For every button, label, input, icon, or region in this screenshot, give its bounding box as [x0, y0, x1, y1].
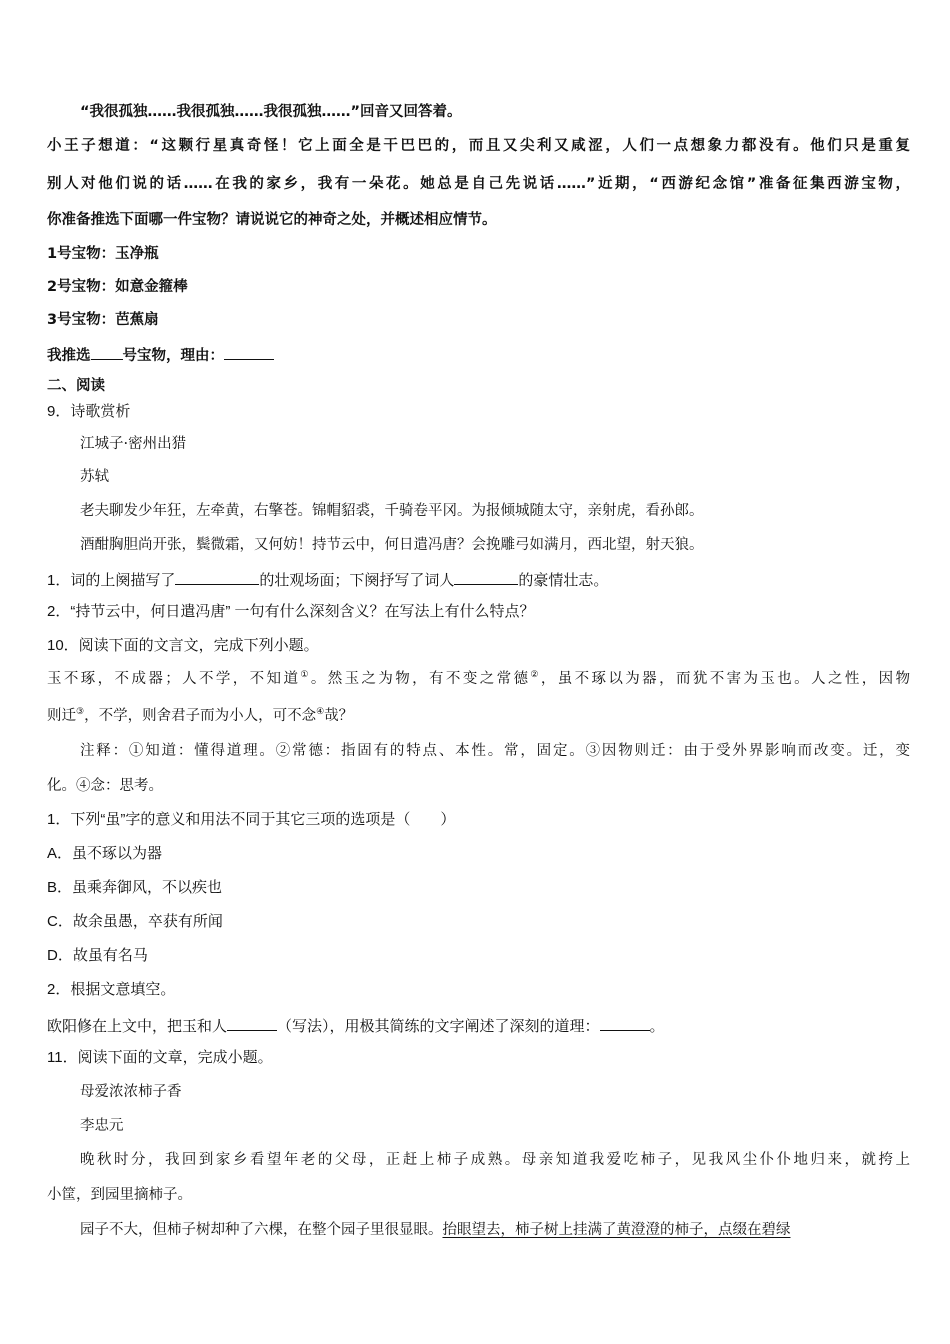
q9-sub1-blank-1[interactable] — [175, 568, 259, 585]
poem-title: 江城子·密州出猎 — [80, 436, 187, 452]
notes-line-1: 注释：①知道：懂得道理。②常德：指固有的特点、本性。常，固定。③因物则迁：由于受外界影响而改变。迁，变 — [80, 743, 910, 759]
poet-name: 苏轼 — [80, 469, 109, 485]
q9-sub1-blank-2[interactable] — [454, 568, 518, 585]
q10-sub2: 2．根据文意填空。 — [47, 981, 176, 998]
q10-fill-line — [47, 1014, 910, 1037]
fill-part-c: 。 — [649, 1018, 665, 1035]
option-b: B．虽乘奔御风，不以疾也 — [47, 879, 223, 896]
recommend-prefix: 我推选 — [47, 348, 91, 364]
classical-text-2b: ，不学，则舍君子而为小人，可不念 — [84, 708, 317, 724]
fill-part-a: 欧阳修在上文中，把玉和人 — [47, 1018, 228, 1035]
q9-sub1-part-c: 的豪情壮志。 — [518, 572, 609, 589]
recommend-middle: 号宝物，理由： — [122, 348, 224, 364]
section-heading: 二、阅读 — [47, 378, 105, 394]
q10-title: 10．阅读下面的文言文，完成下列小题。 — [47, 637, 319, 654]
option-c: C．故余虽愚，卒获有所闻 — [47, 913, 223, 930]
poem-verse-1: 老夫聊发少年狂，左牵黄，右擎苍。锦帽貂裘，千骑卷平冈。为报倾城随太守，亲射虎，看孙郎。 — [80, 503, 704, 519]
q9-sub1-part-a: 1．词的上阕描写了 — [47, 572, 176, 589]
fill-blank-2[interactable] — [600, 1014, 650, 1031]
recommend-line — [47, 343, 910, 366]
echo-line: “我很孤独……我很孤独……我很孤独……”回音又回答着。 — [80, 104, 462, 120]
fill-part-b: （写法），用极其简练的文字阐述了深刻的道理： — [277, 1018, 600, 1035]
recommend-reason-blank[interactable] — [224, 343, 274, 360]
classical-text-1c: ，虽不琢以为器，而犹不害为玉也。人之性，因物 — [540, 671, 911, 687]
q9-title: 9．诗歌赏析 — [47, 403, 131, 420]
q9-sub1 — [47, 568, 910, 591]
para2-underlined: 抬眼望去，柿子树上挂满了黄澄澄的柿子，点缀在碧绿 — [442, 1222, 791, 1238]
q9-sub2: 2．“持节云中，何日遣冯唐” 一句有什么深刻含义？在写法上有什么特点？ — [47, 603, 535, 620]
para2-plain: 园子不大，但柿子树却种了六棵，在整个园子里很显眼。 — [80, 1222, 443, 1238]
article-para1-line1: 晚秋时分，我回到家乡看望年老的父母，正赶上柿子成熟。母亲知道我爱吃柿子，见我风尘仆仆地归来，就挎上 — [80, 1152, 910, 1168]
classical-text-1b: 。然玉之为物，有不变之常德 — [310, 671, 531, 687]
option-d: D．故虽有名马 — [47, 947, 148, 964]
article-para1-line2: 小筐，到园里摘柿子。 — [47, 1187, 192, 1203]
note-marker-2: ② — [530, 670, 541, 680]
option-a: A．虽不琢以为器 — [47, 845, 163, 862]
treasure-1: 1号宝物：玉净瓶 — [47, 246, 159, 262]
q9-sub1-part-b: 的壮观场面；下阕抒写了词人 — [259, 572, 455, 589]
article-title: 母爱浓浓柿子香 — [80, 1084, 182, 1100]
q10-sub1: 1．下列“虽”字的意义和用法不同于其它三项的选项是（ ） — [47, 811, 456, 828]
poem-verse-2: 酒酣胸胆尚开张，鬓微霜，又何妨！持节云中，何日遣冯唐？会挽雕弓如满月，西北望，射天狼。 — [80, 537, 704, 553]
article-para2-line1 — [80, 1220, 910, 1240]
q11-title: 11．阅读下面的文章，完成小题。 — [47, 1049, 273, 1066]
prince-line-3: 你准备推选下面哪一件宝物？请说说它的神奇之处，并概述相应情节。 — [47, 212, 497, 228]
classical-text-line-1 — [47, 669, 910, 689]
recommend-number-blank[interactable] — [91, 343, 123, 360]
prince-line-2: 别人对他们说的话……在我的家乡，我有一朵花。她总是自己先说话……”近期，“西游纪念馆”准备征集西游宝物， — [47, 176, 910, 192]
treasure-2: 2号宝物：如意金箍棒 — [47, 279, 188, 295]
fill-blank-1[interactable] — [227, 1014, 277, 1031]
classical-text-line-2 — [47, 706, 910, 726]
classical-text-1a: 玉不琢，不成器；人不学，不知道 — [47, 671, 301, 687]
classical-text-2a: 则迁 — [47, 708, 76, 724]
classical-text-2c: 哉？ — [324, 708, 354, 724]
notes-line-2: 化。④念：思考。 — [47, 778, 163, 794]
note-marker-4: ④ — [316, 707, 325, 717]
note-marker-1: ① — [300, 670, 311, 680]
article-author: 李忠元 — [80, 1118, 124, 1134]
note-marker-3: ③ — [76, 707, 85, 717]
prince-line-1: 小王子想道：“这颗行星真奇怪！它上面全是干巴巴的，而且又尖利又咸涩，人们一点想象力都没有。他们只是重复 — [47, 138, 910, 154]
treasure-3: 3号宝物：芭蕉扇 — [47, 312, 159, 328]
